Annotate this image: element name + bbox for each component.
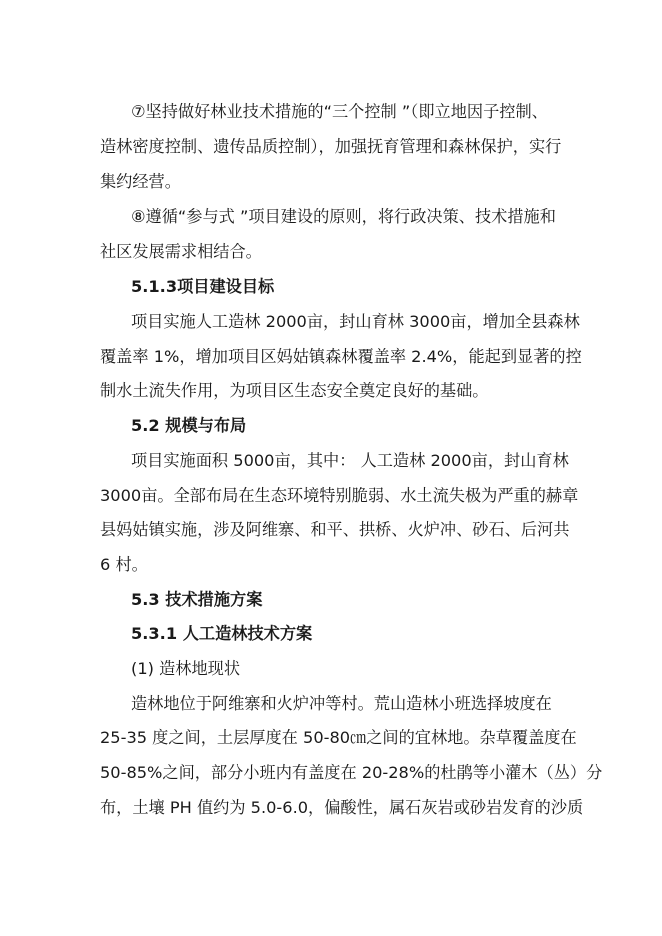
paragraph-site-line-1: 造林地位于阿维寨和火炉冲等村。荒山造林小班选择坡度在 (131, 694, 552, 713)
paragraph-goal-line-2: 覆盖率 1%，增加项目区妈姑镇森林覆盖率 2.4%，能起到显著的控 (100, 347, 582, 366)
paragraph-7-line-1: ⑦坚持做好林业技术措施的“三个控制 ”（即立地因子控制、 (131, 102, 548, 121)
paragraph-goal-line-3: 制水土流失作用，为项目区生态安全奠定良好的基础。 (100, 381, 489, 400)
paragraph-scale-line-1: 项目实施面积 5000亩，其中： 人工造林 2000亩，封山育林 (131, 451, 569, 470)
paragraph-goal-line-1: 项目实施人工造林 2000亩，封山育林 3000亩，增加全县森林 (131, 312, 580, 331)
paragraph-7-line-2: 造林密度控制、遗传品质控制），加强抚育管理和森林保护，实行 (100, 137, 562, 156)
paragraph-scale-line-4: 6 村。 (100, 555, 148, 574)
paragraph-site-line-4: 布，土壤 PH 值约为 5.0-6.0，偏酸性，属石灰岩或砂岩发育的沙质 (100, 798, 584, 817)
paragraph-scale-line-2: 3000亩。全部布局在生态环境特别脆弱、水土流失极为严重的赫章 (100, 486, 579, 505)
paragraph-8-line-1: ⑧遵循“参与式 ”项目建设的原则，将行政决策、技术措施和 (131, 207, 556, 226)
paragraph-scale-line-3: 县妈姑镇实施，涉及阿维寨、和平、拱桥、火炉冲、砂石、后河共 (100, 520, 570, 539)
section-heading-5-3-1: 5.3.1 人工造林技术方案 (131, 624, 313, 643)
subheading-site-status: (1) 造林地现状 (131, 659, 241, 678)
paragraph-8-line-2: 社区发展需求相结合。 (100, 242, 262, 261)
paragraph-7-line-3: 集约经营。 (100, 172, 181, 191)
paragraph-site-line-3: 50-85%之间，部分小班内有盖度在 20-28%的杜鹃等小灌木（丛）分 (100, 763, 603, 782)
section-heading-5-2: 5.2 规模与布局 (131, 416, 247, 435)
section-heading-5-3: 5.3 技术措施方案 (131, 590, 263, 609)
section-heading-5-1-3: 5.1.3项目建设目标 (131, 277, 275, 296)
paragraph-site-line-2: 25-35 度之间，土层厚度在 50-80㎝之间的宜林地。杂草覆盖度在 (100, 728, 577, 747)
